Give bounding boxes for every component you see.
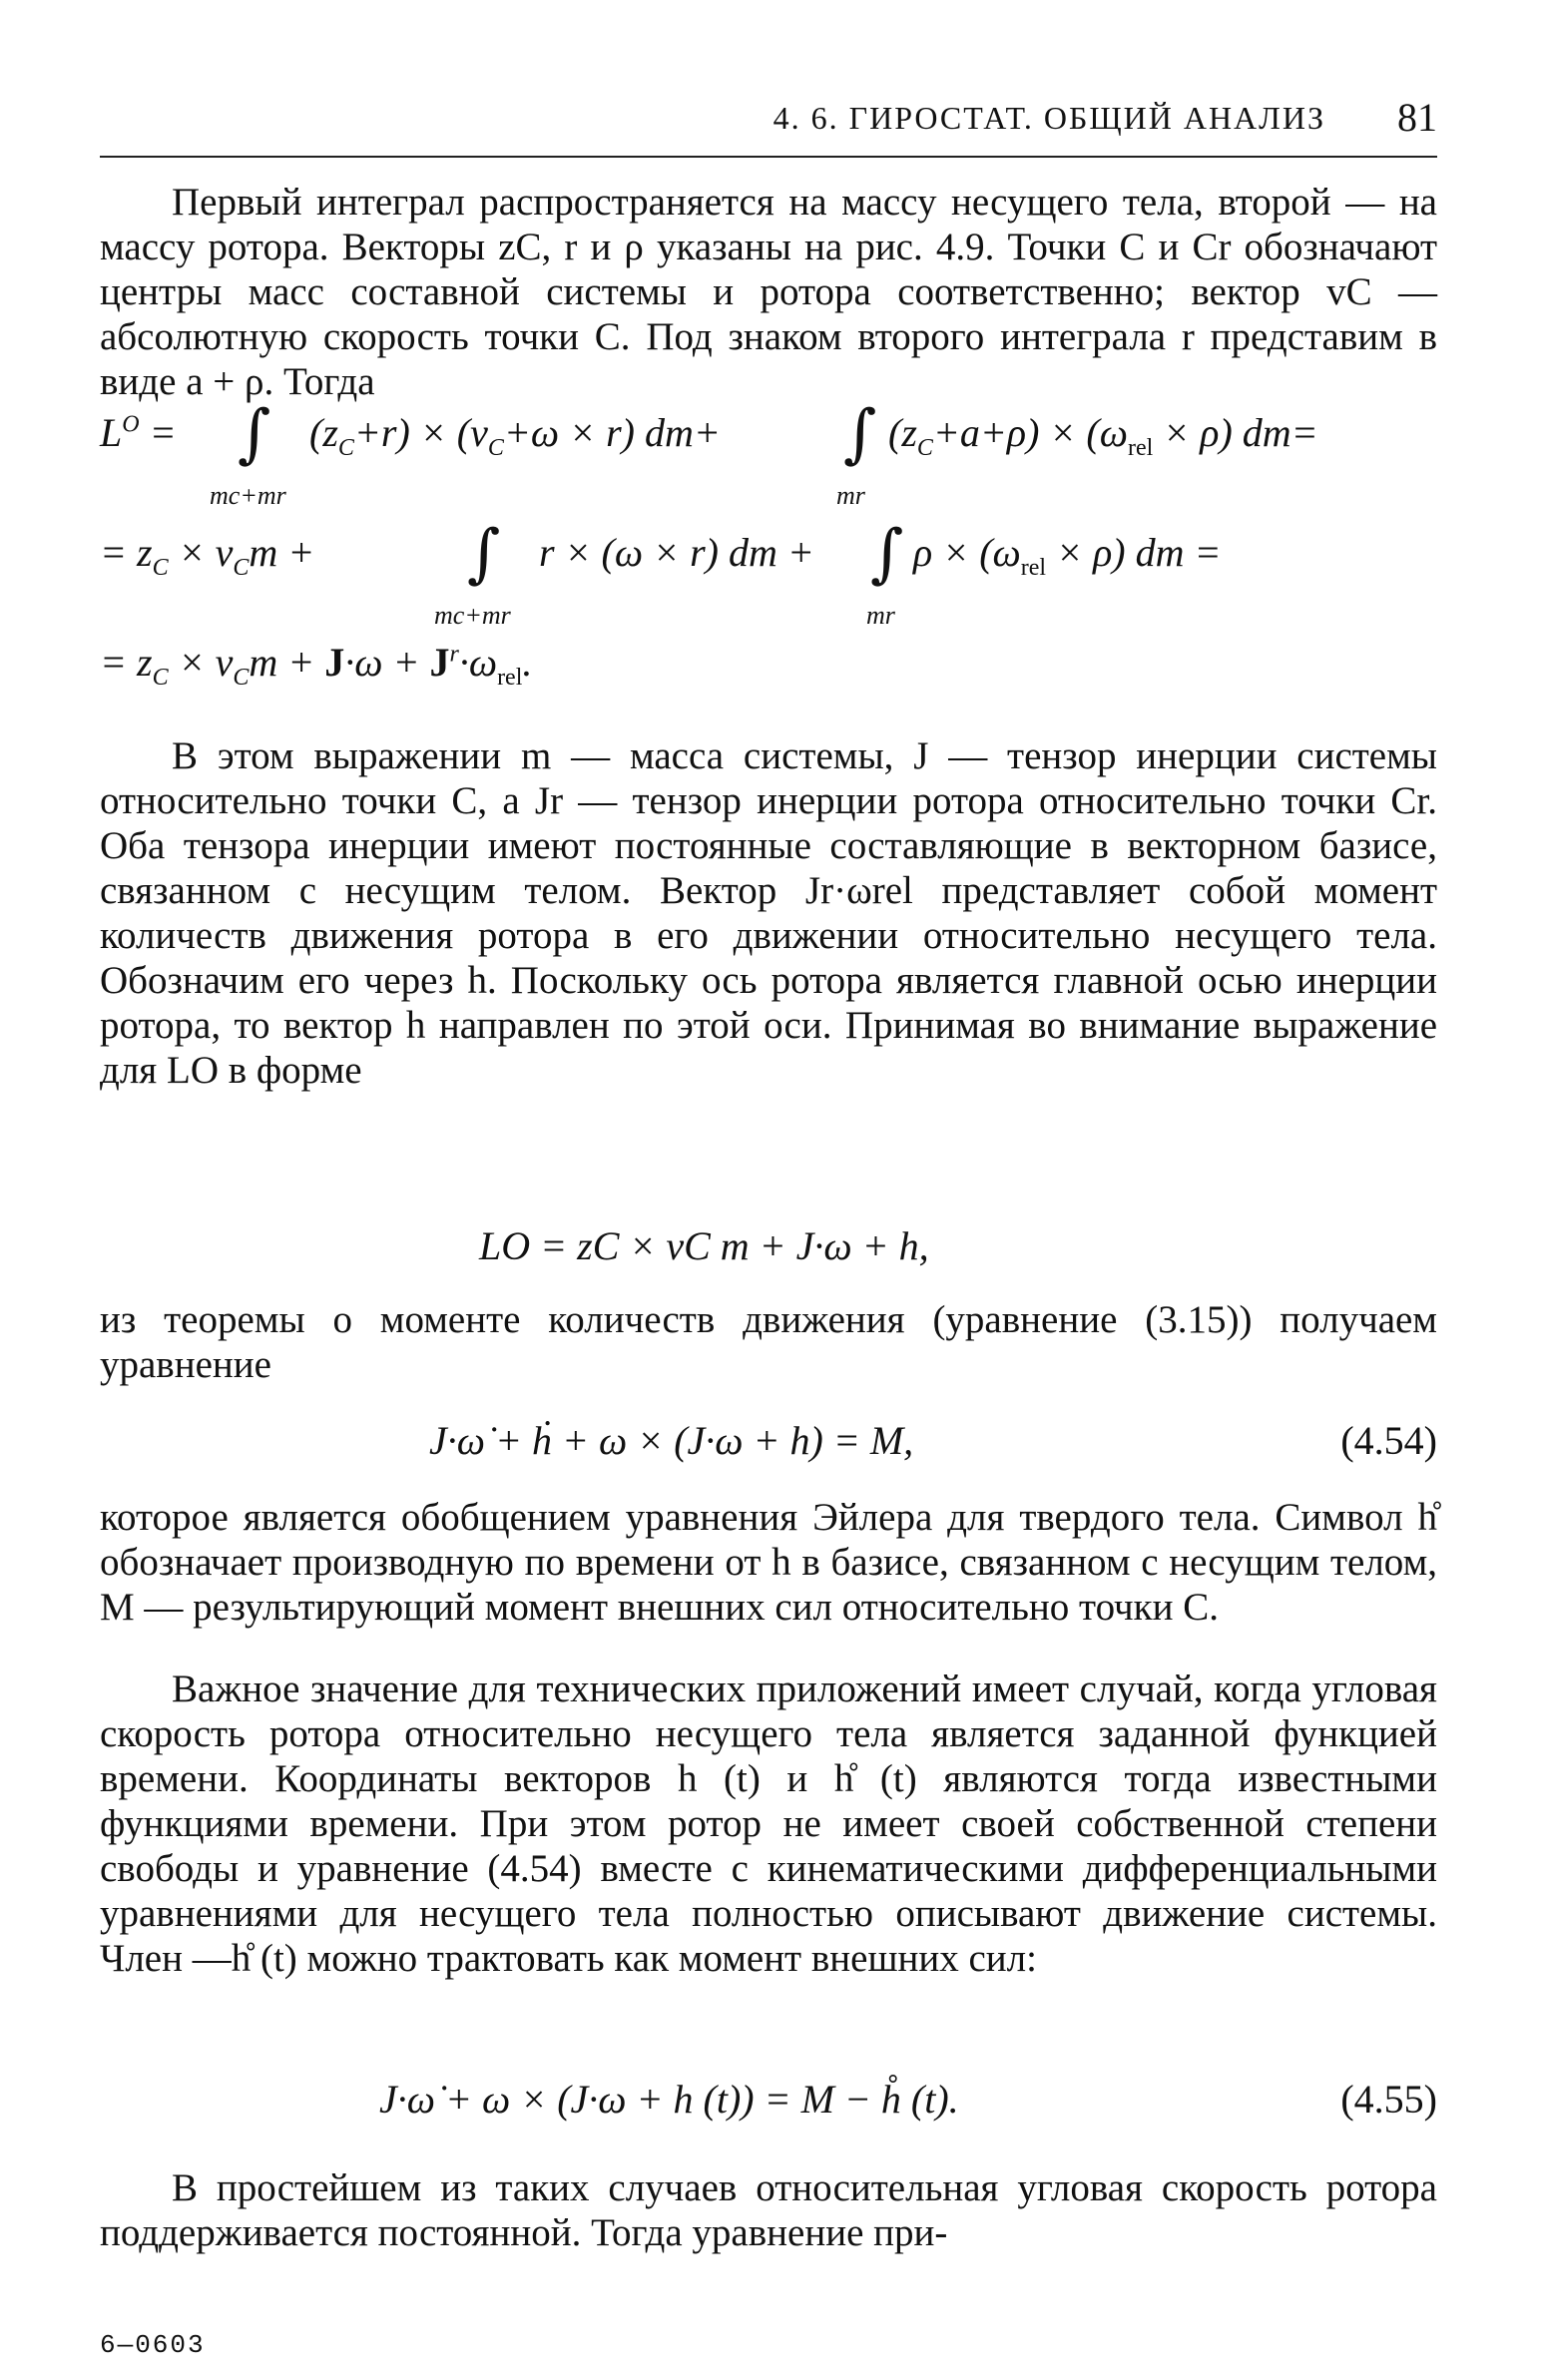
- eq1-line2-body2: $\rho \times (\omega_{rel} \times \rho)$ dm =: [913, 530, 1222, 581]
- paragraph-2: В этом выражении m — масса системы, J — тензор инерции системы относительно точки C, а Jr — тензор инерции ротора относительно точки Cr. Оба тензора инерции имеют постоянные составляющие в векторном базисе, связанном с несущим телом. Вектор Jr·ωrel представляет собой момент количеств движения ротора в его движении относительно несущего тела. Обозначим его через h. Поскольку ось ротора является главной осью инерции ротора, то вектор h направлен по этой оси. Принимая во внимание выражение для LO в форме: [100, 734, 1437, 1092]
- book-page: [100, 80, 1437, 2360]
- eq1-line1-body: $(z_C+r) \times (v_C+\omega \times r)$ dm+: [309, 410, 721, 461]
- signature-mark: 6—0603: [100, 2330, 206, 2360]
- equation-4-55: J·ω̇ + ω × (J·ω + h (t)) = M − h̊ (t).: [379, 2077, 959, 2122]
- equation-block-angular-momentum: [100, 397, 1437, 691]
- page-number: 81: [1397, 95, 1437, 140]
- paragraph-5: Важное значение для технических приложений имеет случай, когда угловая скорость ротора относительно несущего тела является заданной функцией времени. Координаты векторов h (t) и h̊ (t) являются тогда известными функциями времени. При этом ротор не имеет своей собственной степени свободы и уравнение (4.54) вместе с кинематическими дифференциальными уравнениями для несущего тела полностью описывают движение системы. Член —h̊ (t) можно трактовать как момент внешних сил:: [100, 1667, 1437, 1980]
- equation-number-4-54: (4.54): [1340, 1418, 1437, 1463]
- integral-limit: mc+mr: [434, 601, 511, 630]
- paragraph-3: из теоремы о моменте количеств движения (уравнение (3.15)) получаем уравнение: [100, 1298, 1437, 1386]
- integral-sign: ∫: [467, 517, 501, 591]
- running-title: 4. 6. ГИРОСТАТ. ОБЩИЙ АНАЛИЗ: [772, 100, 1325, 136]
- integral-sign: ∫: [238, 397, 271, 471]
- eq1-line1-body2: $(z_C+a+\rho) \times (\omega_{rel} \times \rho)$ dm=: [888, 410, 1318, 461]
- paragraph-1: Первый интеграл распространяется на массу несущего тела, второй — на массу ротора. Векторы zC, r и ρ указаны на рис. 4.9. Точки C и Cr обозначают центры масс составной системы и ротора соответственно; вектор vC — абсолютную скорость точки C. Под знаком второго интеграла r представим в виде a + ρ. Тогда: [100, 181, 1437, 403]
- eq1-line2: = $z_C \times v_Cm$ +: [100, 530, 315, 581]
- equation-lo: LO = zC × vC m + J·ω + h,: [479, 1223, 929, 1268]
- integral-sign: ∫: [843, 397, 877, 471]
- integral-limit: mr: [866, 601, 895, 630]
- eq1-line1: $L^O$ =: [100, 410, 177, 455]
- equation-4-54: J·ω̇ + ḣ + ω × (J·ω + h) = M,: [429, 1418, 914, 1463]
- integral-sign: ∫: [870, 517, 904, 591]
- paragraph-4: которое является обобщением уравнения Эйлера для твердого тела. Символ h̊ обозначает производную по времени от h в базисе, связанном с несущим телом, M — результирующий момент внешних сил относительно точки C.: [100, 1496, 1437, 1629]
- integral-limit: mr: [836, 481, 865, 510]
- equation-number-4-55: (4.55): [1340, 2077, 1437, 2122]
- paragraph-6: В простейшем из таких случаев относительная угловая скорость ротора поддерживается постоянной. Тогда уравнение при-: [100, 2166, 1437, 2254]
- eq1-line3: = $z_C \times v_Cm + J\cdot\omega + J^r\cdot\omega_{rel}$.: [100, 640, 533, 691]
- eq1-line2-body: r × (ω × r) dm +: [539, 530, 814, 575]
- page-header: [100, 92, 1437, 146]
- header-rule: [100, 156, 1437, 158]
- integral-limit: mc+mr: [210, 481, 286, 510]
